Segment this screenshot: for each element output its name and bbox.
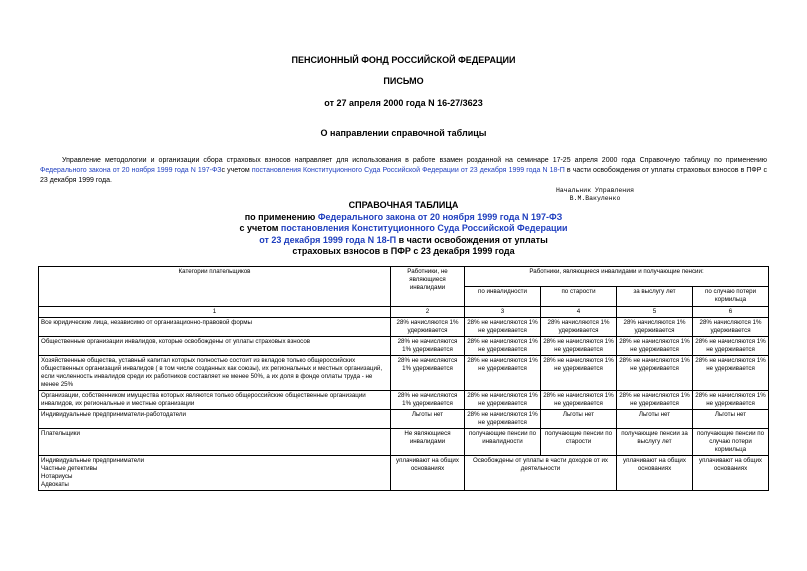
category-cell: Общественные организации инвалидов, которые освобождены от уплаты страховых взносов xyxy=(39,337,391,356)
category-line: Адвокаты xyxy=(41,481,69,488)
reference-title-line2 xyxy=(0,212,807,224)
doc-date-number: от 27 апреля 2000 года N 16-27/3623 xyxy=(324,98,483,108)
ref-line3-text: с учетом xyxy=(239,223,281,233)
value-cell: Не являющиеся инвалидами xyxy=(391,429,465,456)
value-cell: 28% не начисляются 1% не удерживается xyxy=(617,356,693,391)
value-cell: 28% не начисляются 1% не удерживается xyxy=(465,318,541,337)
value-cell: 28% начисляются 1% удерживается xyxy=(541,318,617,337)
reference-table xyxy=(38,266,769,491)
doc-type: ПИСЬМО xyxy=(383,76,424,86)
value-cell: уплачивают на общих основаниях xyxy=(617,456,693,491)
value-cell: 28% начисляются 1% удерживается xyxy=(391,318,465,337)
value-cell: Льготы нет xyxy=(693,410,769,429)
signature-position: Начальник Управления xyxy=(555,187,634,194)
column-number: 3 xyxy=(465,307,541,318)
value-cell: 28% не начисляются 1% не удерживается xyxy=(465,337,541,356)
table-row xyxy=(39,318,769,337)
ref-law-link[interactable]: Федерального закона от 20 ноября 1999 года N 197-ФЗ xyxy=(317,211,563,222)
value-cell: уплачивают на общих основаниях xyxy=(693,456,769,491)
reference-title xyxy=(0,200,807,258)
column-number: 5 xyxy=(617,307,693,318)
value-cell: 28% не начисляются 1% удерживается xyxy=(391,356,465,391)
subheader-cell: по старости xyxy=(541,287,617,307)
org-title: ПЕНСИОННЫЙ ФОНД РОССИЙСКОЙ ФЕДЕРАЦИИ xyxy=(291,55,516,65)
subheader-cell: за выслугу лет xyxy=(617,287,693,307)
ref-line4-text: в части освобождения от уплаты xyxy=(396,234,548,245)
category-line: Нотариусы xyxy=(41,473,73,480)
reference-title-line3 xyxy=(0,223,807,235)
subheader-cell: по инвалидности xyxy=(465,287,541,307)
ref-court-date-link[interactable]: от 23 декабря 1999 года N 18-П xyxy=(259,234,397,245)
intro-text-2: с учетом xyxy=(221,167,252,174)
signature-name: В.М.Вакуленко xyxy=(569,195,621,202)
intro-text-1: Управление методологии и организации сбора страховых взносов направляет для использования в работе взамен розданной на семинаре 17-25 апреля 2000 года Справочную таблицу по применению xyxy=(62,157,767,164)
header-disabled: Работники, являющиеся инвалидами и получающие пенсии: xyxy=(465,267,769,287)
ref-court-link[interactable]: постановления Конституционного Суда Российской Федерации xyxy=(280,223,568,233)
value-cell: уплачивают на общих основаниях xyxy=(391,456,465,491)
category-cell: Индивидуальные предприниматели-работодатели xyxy=(39,410,391,429)
ref-line2-text: по применению xyxy=(244,211,318,222)
reference-title-line1: СПРАВОЧНАЯ ТАБЛИЦА xyxy=(348,200,459,210)
value-cell: 28% не начисляются 1% не удерживается xyxy=(617,391,693,410)
reference-title-line5: страховых взносов в ПФР с 23 декабря 1999 года xyxy=(292,246,515,256)
value-cell: получающие пенсии по случаю потери кормильца xyxy=(693,429,769,456)
column-number: 2 xyxy=(391,307,465,318)
value-cell: получающие пенсии за выслугу лет xyxy=(617,429,693,456)
table-row xyxy=(39,356,769,391)
value-cell: 28% не начисляются 1% удерживается xyxy=(391,337,465,356)
category-cell xyxy=(39,456,391,491)
table-row xyxy=(39,429,769,456)
column-number: 4 xyxy=(541,307,617,318)
value-cell: 28% не начисляются 1% не удерживается xyxy=(541,337,617,356)
header-non-disabled: Работники, не являющиеся инвалидами xyxy=(391,267,465,307)
value-cell: Освобождены от уплаты в части доходов от их деятельности xyxy=(465,456,617,491)
intro-text-3: в части освобождения от уплаты страховых взносов в ПФР с 23 декабря 1999 года. xyxy=(40,167,768,184)
table-row xyxy=(39,337,769,356)
value-cell: 28% не начисляются 1% не удерживается xyxy=(465,391,541,410)
value-cell: 28% начисляются 1% удерживается xyxy=(693,318,769,337)
subheader-cell: по случаю потери кормильца xyxy=(693,287,769,307)
category-cell: Плательщики xyxy=(39,429,391,456)
category-line: Частные детективы xyxy=(41,465,98,472)
table-row xyxy=(39,391,769,410)
header-category: Категории плательщиков xyxy=(39,267,391,307)
value-cell: получающие пенсии по инвалидности xyxy=(465,429,541,456)
category-cell: Все юридические лица, независимо от организационно-правовой формы xyxy=(39,318,391,337)
value-cell: 28% не начисляются 1% не удерживается xyxy=(693,391,769,410)
value-cell: 28% не начисляются 1% удерживается xyxy=(391,391,465,410)
intro-paragraph xyxy=(40,156,767,186)
value-cell: получающие пенсии по старости xyxy=(541,429,617,456)
court-decision-link[interactable]: постановления Конституционного Суда Российской Федерации от 23 декабря 1999 года N 18-П xyxy=(251,167,565,174)
table-row xyxy=(39,456,769,491)
value-cell: 28% не начисляются 1% не удерживается xyxy=(693,356,769,391)
value-cell: Льготы нет xyxy=(617,410,693,429)
reference-title-line4 xyxy=(0,235,807,247)
value-cell: 28% не начисляются 1% не удерживается xyxy=(541,356,617,391)
table-body xyxy=(39,318,769,491)
column-number: 6 xyxy=(693,307,769,318)
column-number: 1 xyxy=(39,307,391,318)
value-cell: Льготы нет xyxy=(541,410,617,429)
value-cell: Льготы нет xyxy=(391,410,465,429)
number-row xyxy=(39,307,769,318)
value-cell: 28% не начисляются 1% не удерживается xyxy=(617,337,693,356)
value-cell: 28% не начисляются 1% не удерживается xyxy=(693,337,769,356)
value-cell: 28% начисляются 1% удерживается xyxy=(617,318,693,337)
value-cell: 28% не начисляются 1% не удерживается xyxy=(465,356,541,391)
law-link[interactable]: Федерального закона от 20 ноября 1999 года N 197-ФЗ xyxy=(40,167,222,174)
value-cell: 28% не начисляются 1% не удерживается xyxy=(541,391,617,410)
table-row xyxy=(39,410,769,429)
doc-subject: О направлении справочной таблицы xyxy=(320,128,487,138)
category-line: Индивидуальные предприниматели xyxy=(41,457,145,464)
category-cell: Организации, собственником имущества которых являются только общероссийские общественные организации инвалидов, их региональные и местные организации xyxy=(39,391,391,410)
value-cell: 28% не начисляются 1% не удерживается xyxy=(465,410,541,429)
category-cell: Хозяйственные общества, уставный капитал которых полностью состоит из вкладов только общероссийских общественных организаций инвалидов ( в том числе созданных как союзы), их региональных и местных организаций, если численность инвалидов среди их работников составляет не менее 50%, а их доля в фонде оплаты труда - не менее 25% xyxy=(39,356,391,391)
